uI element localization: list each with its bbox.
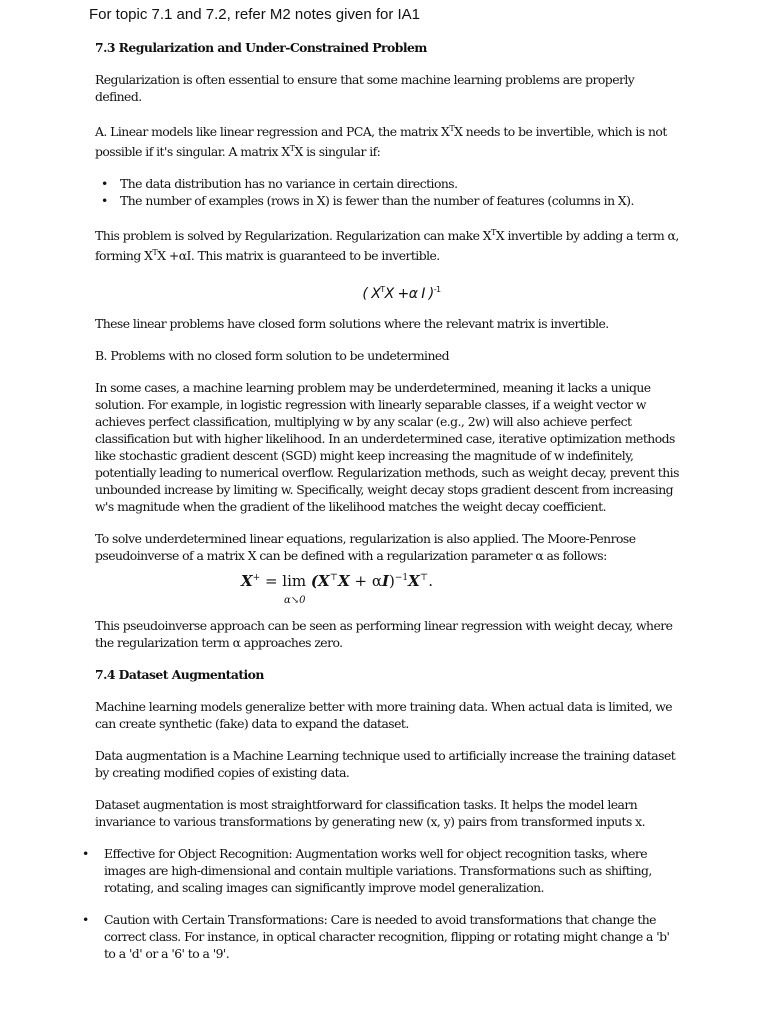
section-heading-regularization: 7.3 Regularization and Under-Constrained Problem xyxy=(95,40,427,55)
topic-note: For topic 7.1 and 7.2, refer M2 notes given for IA1 xyxy=(89,6,421,23)
list-item: • The data distribution has no variance in certain directions. xyxy=(95,175,680,192)
augmentation-paragraph-1: Machine learning models generalize better with more training data. When actual data is limited, we can create synthetic (fake) data to expand the dataset. xyxy=(95,698,673,731)
solution-paragraph: This problem is solved by Regularization. Regularization can make $X^TX$ invertible by adding a term α, forming $X^TX +\alpha I$. This matrix is guaranteed to be invertible. xyxy=(95,228,679,264)
pseudoinverse-outro: This pseudoinverse approach can be seen as performing linear regression with weight decay, where the regularization term α approaches zero. xyxy=(95,617,673,650)
part-a-paragraph: A. Linear models like linear regression and PCA, the matrix $X^TX$ needs to be invertible, which is not possible if it's singular. A matrix $X^TX$ is singular if: xyxy=(95,124,667,160)
augmentation-paragraph-2: Data augmentation is a Machine Learning technique used to artificially increase the training dataset by creating modified copies of existing data. xyxy=(95,747,676,780)
section-heading-augmentation: 7.4 Dataset Augmentation xyxy=(95,666,264,682)
pseudoinverse-intro: To solve underdetermined linear equations, regularization is also applied. The Moore-Penrose pseudoinverse of a matrix X can be defined with a regularization parameter α as follows: xyxy=(95,530,636,563)
pseudoinverse-equation: $X^+ = \lim (X^⊤X + \alpha I)^{-1}X^⊤$. α↘0 xyxy=(241,570,680,608)
regularized-inverse-equation: ( $X^TX +\alpha$ I )$^{-1}$ xyxy=(362,284,441,302)
list-item: • Caution with Certain Transformations: Care is needed to avoid transformations that change the correct class. For instance, in optical character recognition, flipping or rotating might change a 'b' to a 'd' or a '6' to a '9'. xyxy=(83,911,680,962)
limit-subscript: α↘0 xyxy=(284,594,306,606)
intro-paragraph: Regularization is often essential to ensure that some machine learning problems are properly defined. xyxy=(95,72,635,104)
document-body xyxy=(95,39,680,962)
part-b-heading: B. Problems with no closed form solution to be undetermined xyxy=(95,347,450,363)
augmentation-paragraph-3: Dataset augmentation is most straightforward for classification tasks. It helps the model learn invariance to various transformations by generating new (x, y) pairs from transformed inputs x. xyxy=(95,796,645,829)
underdetermined-paragraph: In some cases, a machine learning problem may be underdetermined, meaning it lacks a unique solution. For example, in logistic regression with linearly separable classes, if a weight vector w achieves perfect classification, multiplying w by any scalar (e.g., 2w) will also achieve perfect classification but with higher likelihood. In an underdetermined case, iterative optimization methods like stochastic gradient descent (SGD) might keep increasing the magnitude of w indefinitely, potentially leading to numerical overflow. Regularization methods, such as weight decay, prevent this unbounded increase by limiting w. Specifically, weight decay stops gradient descent from increasing w's magnitude when the gradient of the likelihood matches the weight decay coefficient. xyxy=(95,379,679,514)
list-item: • The number of examples (rows in X) is fewer than the number of features (columns in X). xyxy=(95,192,680,209)
closed-form-paragraph: These linear problems have closed form solutions where the relevant matrix is invertible. xyxy=(95,315,609,331)
augmentation-list xyxy=(83,845,680,962)
singular-conditions-list xyxy=(95,175,680,209)
list-item: • Effective for Object Recognition: Augmentation works well for object recognition tasks, where images are high-dimensional and contain multiple variations. Transformations such as shifting, rotating, and scaling images can significantly improve model generalization. xyxy=(83,845,680,896)
